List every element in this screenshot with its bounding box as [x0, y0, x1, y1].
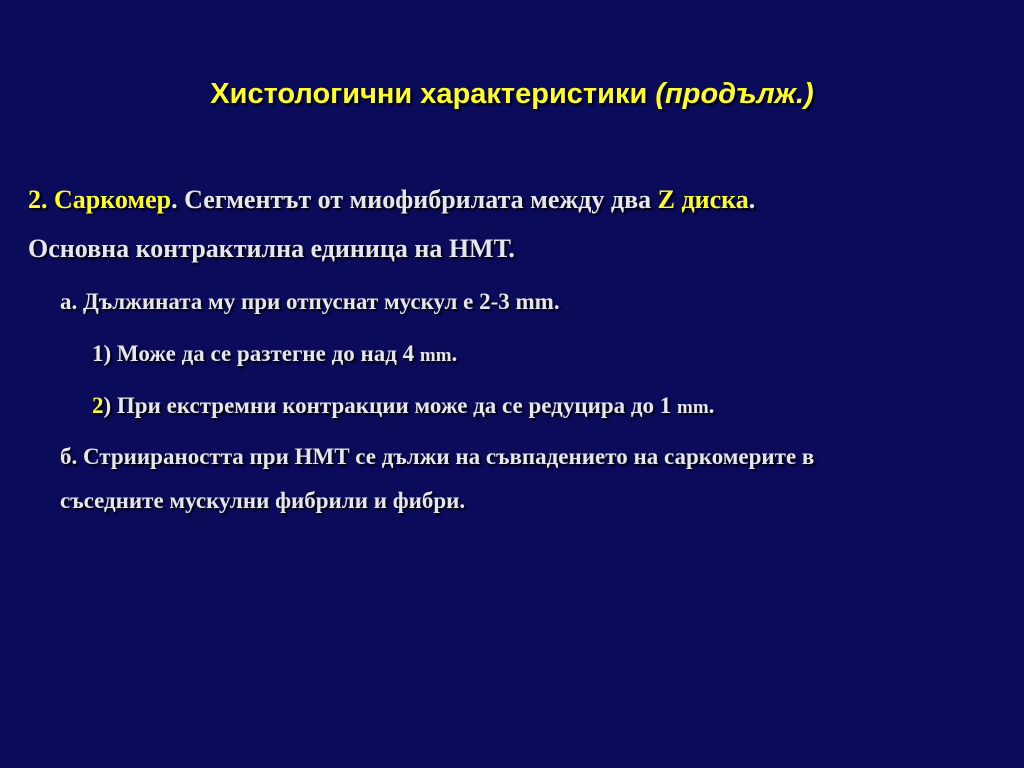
disk-word: диска [674, 185, 749, 214]
contraction-unit: mm [677, 397, 709, 418]
contraction-marker-paren: ) [103, 393, 112, 418]
z-letter: Z [657, 185, 675, 214]
striation-line-1: б. Стриираността при НМТ се дължи на съвпадението на саркомерите в [60, 444, 815, 469]
sarcomere-definition-end: . [748, 185, 756, 214]
stretch-text: Може да се разтегне до над 4 [111, 341, 420, 366]
stretch-end: . [451, 341, 458, 366]
contraction-line [92, 393, 714, 419]
contraction-text: При екстремни контракции може да се редуцира до 1 [111, 393, 677, 418]
sarcomere-definition-text: . Сегментът от миофибрилата между два [171, 185, 658, 214]
contractile-unit-line: Основна контрактилна единица на НМТ. [28, 234, 515, 263]
stretch-unit: mm [419, 345, 452, 366]
sarcomere-definition-line [28, 185, 755, 215]
stretch-line [92, 341, 457, 367]
striation-line-2: съседните мускулни фибрили и фибри. [60, 488, 466, 513]
sarcomere-term: 2. Саркомер [28, 185, 172, 214]
slide-title-main: Хистологични характеристики [210, 78, 656, 110]
contraction-end: . [708, 393, 715, 418]
slide-title [0, 78, 1024, 111]
contraction-marker-number: 2 [92, 393, 104, 418]
length-line: а. Дължината му при отпуснат мускул е 2-3 mm. [60, 289, 560, 314]
stretch-marker: 1) [92, 341, 112, 366]
slide-title-italic: (продълж.) [655, 78, 814, 110]
